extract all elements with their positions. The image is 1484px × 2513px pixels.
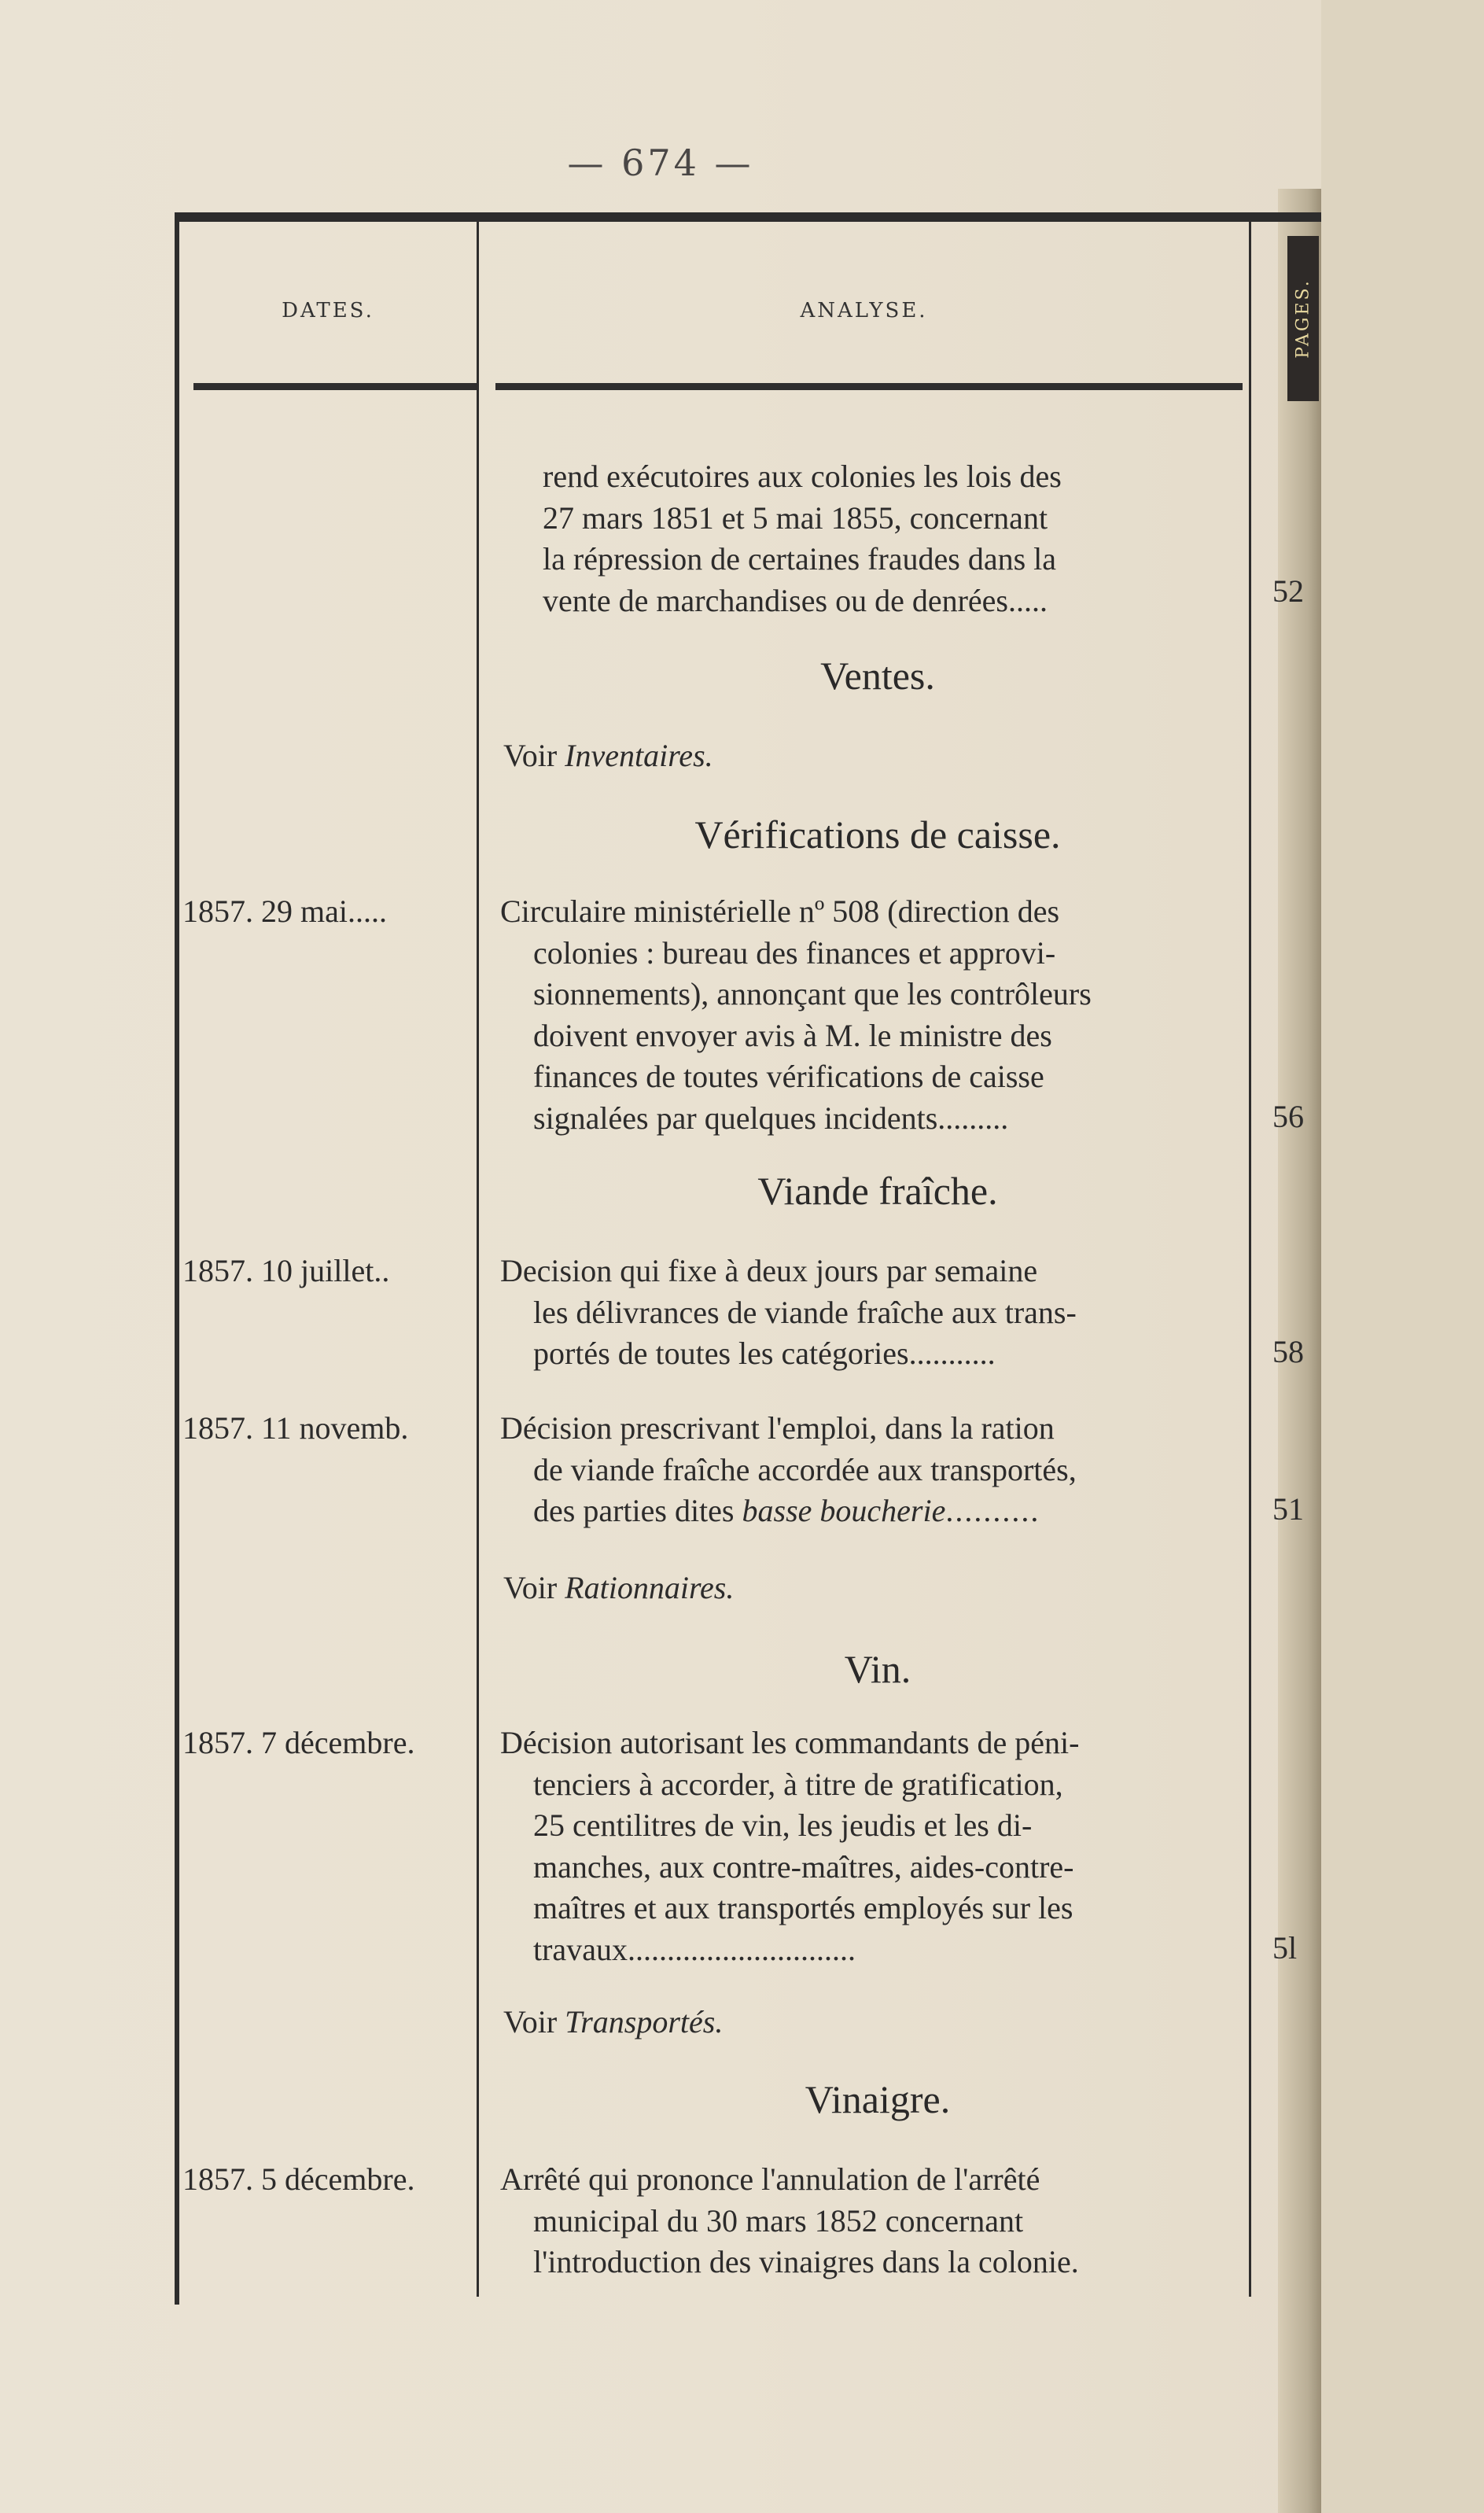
entry-text: Décision autorisant les commandants de péni- tenciers à accorder, à titre de gratification, 25 centilitres de vin, les jeudis et les di- manches, aux contre-maîtres, aides-contre- maîtres et aux transportés employés sur les travaux............................. bbox=[500, 1725, 1080, 1967]
page-reference: 52 bbox=[1272, 573, 1304, 609]
entry-text: Circulaire ministérielle nº 508 (direction des colonies : bureau des finances et approvi- sionnements), annonçant que les contrôleurs doivent envoyer avis à M. le ministre des finances de toutes vérifications de caisse signalées par quelques incidents......... bbox=[500, 894, 1092, 1136]
page-reference: 58 bbox=[1272, 1334, 1304, 1369]
dates-column-header: DATES. bbox=[282, 299, 374, 322]
entry-date: 1857. 10 juillet.. bbox=[182, 1253, 390, 1288]
section-heading: Vérifications de caisse. bbox=[694, 812, 1061, 857]
page-margin bbox=[1321, 0, 1484, 2513]
analyse-column-header: ANALYSE. bbox=[800, 299, 928, 322]
entry-date: 1857. 29 mai..... bbox=[182, 894, 387, 929]
page-reference: 51 bbox=[1272, 1491, 1304, 1527]
analyse-header-rule bbox=[495, 383, 1243, 390]
entry-date: 1857. 7 décembre. bbox=[182, 1725, 415, 1760]
entry-text: Décision prescrivant l'emploi, dans la ration de viande fraîche accordée aux transportés, des parties dites basse boucherie.......... bbox=[500, 1410, 1077, 1528]
see-also-reference: Voir Rationnaires. bbox=[503, 1570, 735, 1605]
entry-date: 1857. 11 novemb. bbox=[182, 1410, 409, 1446]
entry-date: 1857. 5 décembre. bbox=[182, 2161, 415, 2197]
page-number: — 674 — bbox=[567, 142, 754, 184]
table-top-rule bbox=[175, 212, 1321, 222]
see-also-reference: Voir Inventaires. bbox=[503, 738, 713, 773]
pages-column-header: PAGES. bbox=[1287, 236, 1319, 401]
see-also-reference: Voir Transportés. bbox=[503, 2004, 724, 2040]
entry-text: rend exécutoires aux colonies les lois des 27 mars 1851 et 5 mai 1855, concernant la répression de certaines fraudes dans la vente de marchandises ou de denrées..... bbox=[543, 459, 1062, 618]
section-heading: Viande fraîche. bbox=[757, 1169, 998, 1213]
section-heading: Vin. bbox=[844, 1647, 911, 1691]
page-reference: 5l bbox=[1272, 1930, 1298, 1966]
analyse-column-divider bbox=[1249, 220, 1251, 2297]
dates-header-rule bbox=[193, 383, 478, 390]
entry-text: Decision qui fixe à deux jours par semaine les délivrances de viande fraîche aux trans- portés de toutes les catégories........... bbox=[500, 1253, 1077, 1371]
page-reference: 56 bbox=[1272, 1099, 1304, 1134]
entry-text: Arrêté qui prononce l'annulation de l'arrêté municipal du 30 mars 1852 concernant l'introduction des vinaigres dans la colonie. bbox=[500, 2161, 1079, 2279]
section-heading: Ventes. bbox=[820, 654, 935, 698]
table-left-border bbox=[175, 220, 179, 2305]
section-heading: Vinaigre. bbox=[805, 2077, 951, 2121]
